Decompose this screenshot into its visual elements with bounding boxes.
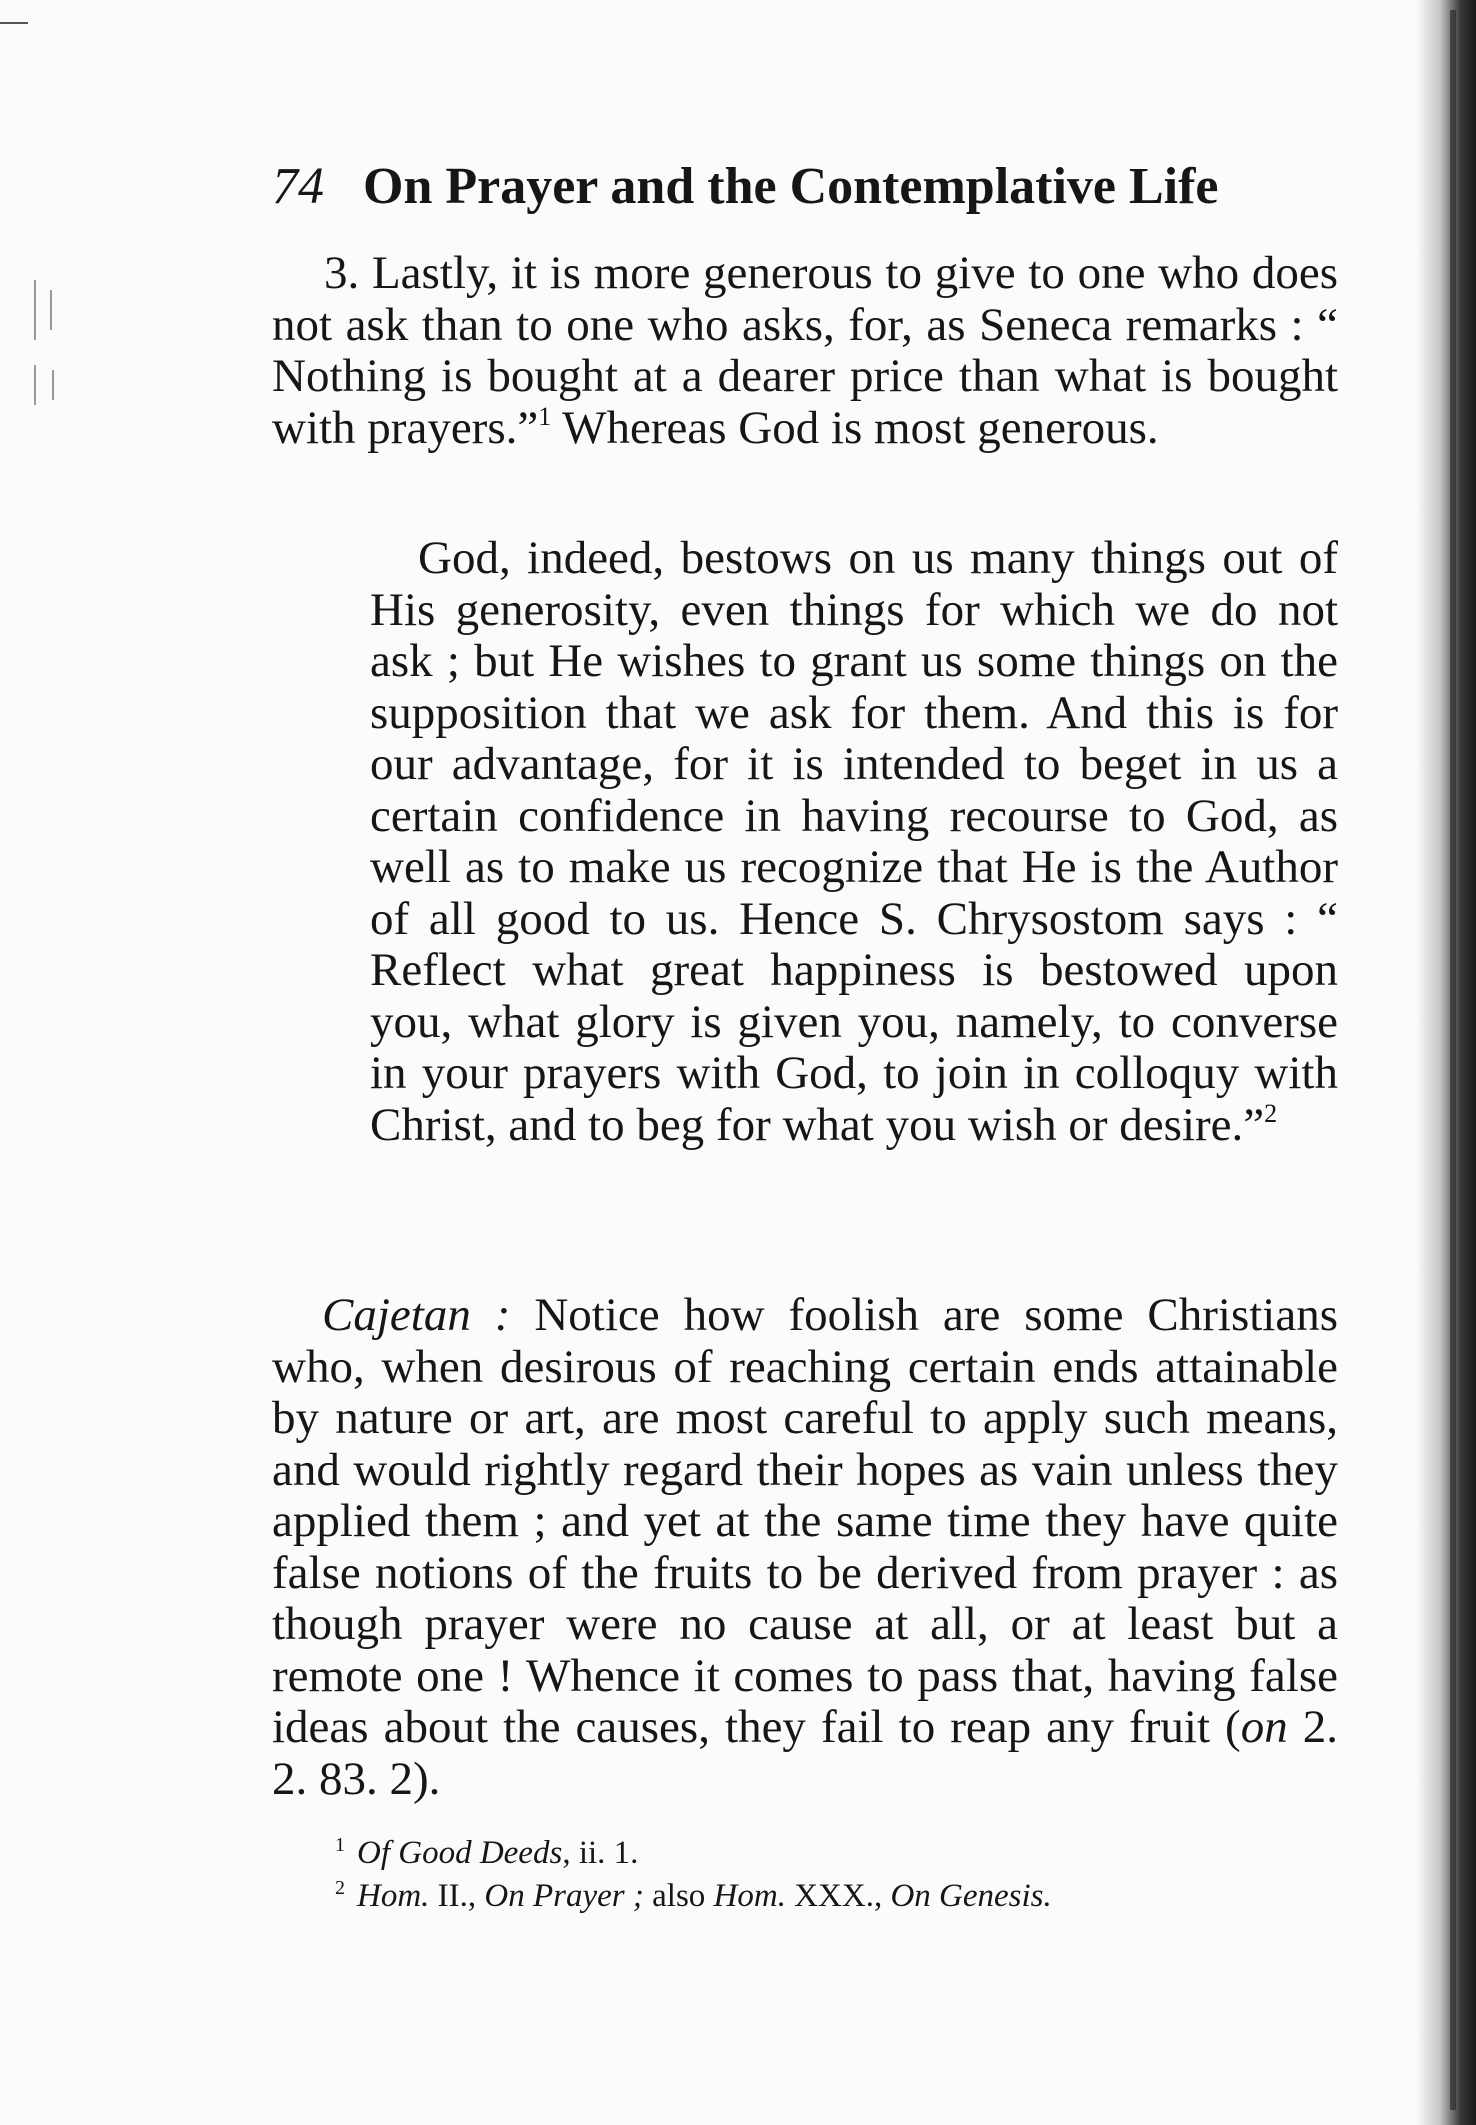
paragraph-text: Notice how foolish are some Christians who, when desirous of reaching certain ends attainable by nature or art, are most careful to apply such means, and would rightly regard their hopes as vain unless they applied them ; and yet at the same time they have quite false notions of the fruits to be derived from prayer : as though prayer were no cause at all, or at least but a remote one ! Whence it comes to pass that, having false ideas about the causes, they fail to reap any fruit ( xyxy=(272,1289,1338,1753)
cajetan-paragraph xyxy=(272,1290,1338,1805)
footnote-work: Hom. xyxy=(713,1878,786,1914)
footnotes xyxy=(335,1832,1335,1918)
paragraph-text: 3. Lastly, it is more generous to give to one who does not ask than to one who asks, for, as Seneca remarks : “ Nothing is bought at a dearer price than what is bought with prayers.” xyxy=(272,247,1338,454)
margin-marks xyxy=(30,280,60,410)
footnote-work: On Prayer ; xyxy=(484,1878,644,1914)
footnote-marker: 1 xyxy=(335,1834,345,1856)
footnote-work: Hom. xyxy=(357,1878,430,1914)
indented-quote-paragraph xyxy=(370,533,1338,1151)
footnote-ref-2[interactable]: 2 xyxy=(1264,1098,1278,1128)
paragraph-text: God, indeed, bestows on us many things out of His generosity, even things for which we do not ask ; but He wishes to grant us some things on the supposition that we ask for them. And this is for our advantage, for it is intended to beget in us a certain confidence in having recourse to God, as well as to make us recognize that He is the Author of all good to us. Hence S. Chrysostom says : “ Reflect what great happiness is bestowed upon you, what glory is given you, namely, to converse in your prayers with God, to join in colloquy with Christ, and to beg for what you wish or desire.” xyxy=(370,532,1338,1151)
page-number: 74 xyxy=(272,158,324,215)
page-title: On Prayer and the Contemplative Life xyxy=(363,158,1219,215)
footnote-text: also xyxy=(643,1878,714,1914)
scan-mark xyxy=(0,22,28,24)
paragraph-3 xyxy=(272,248,1338,454)
footnote-text: II., xyxy=(429,1878,485,1914)
footnote-work: On Genesis. xyxy=(890,1878,1052,1914)
page-edge xyxy=(1450,10,1456,2110)
footnote-marker: 2 xyxy=(335,1877,345,1899)
footnote-text: XXX., xyxy=(785,1878,891,1914)
footnote-2 xyxy=(335,1875,1335,1918)
footnote-work: Of Good Deeds xyxy=(357,1835,563,1871)
author-lead: Cajetan : xyxy=(322,1289,511,1341)
reference-on: on xyxy=(1240,1701,1288,1753)
paragraph-text: 2. 2. 83. 2). xyxy=(272,1701,1338,1805)
footnote-ref-1[interactable]: 1 xyxy=(538,401,552,431)
paragraph-text: Whereas God is most generous. xyxy=(551,401,1159,454)
footnote-1 xyxy=(335,1832,1335,1875)
footnote-text: , ii. 1. xyxy=(562,1835,639,1871)
binding-shadow xyxy=(1416,0,1476,2125)
running-head xyxy=(272,155,1342,219)
